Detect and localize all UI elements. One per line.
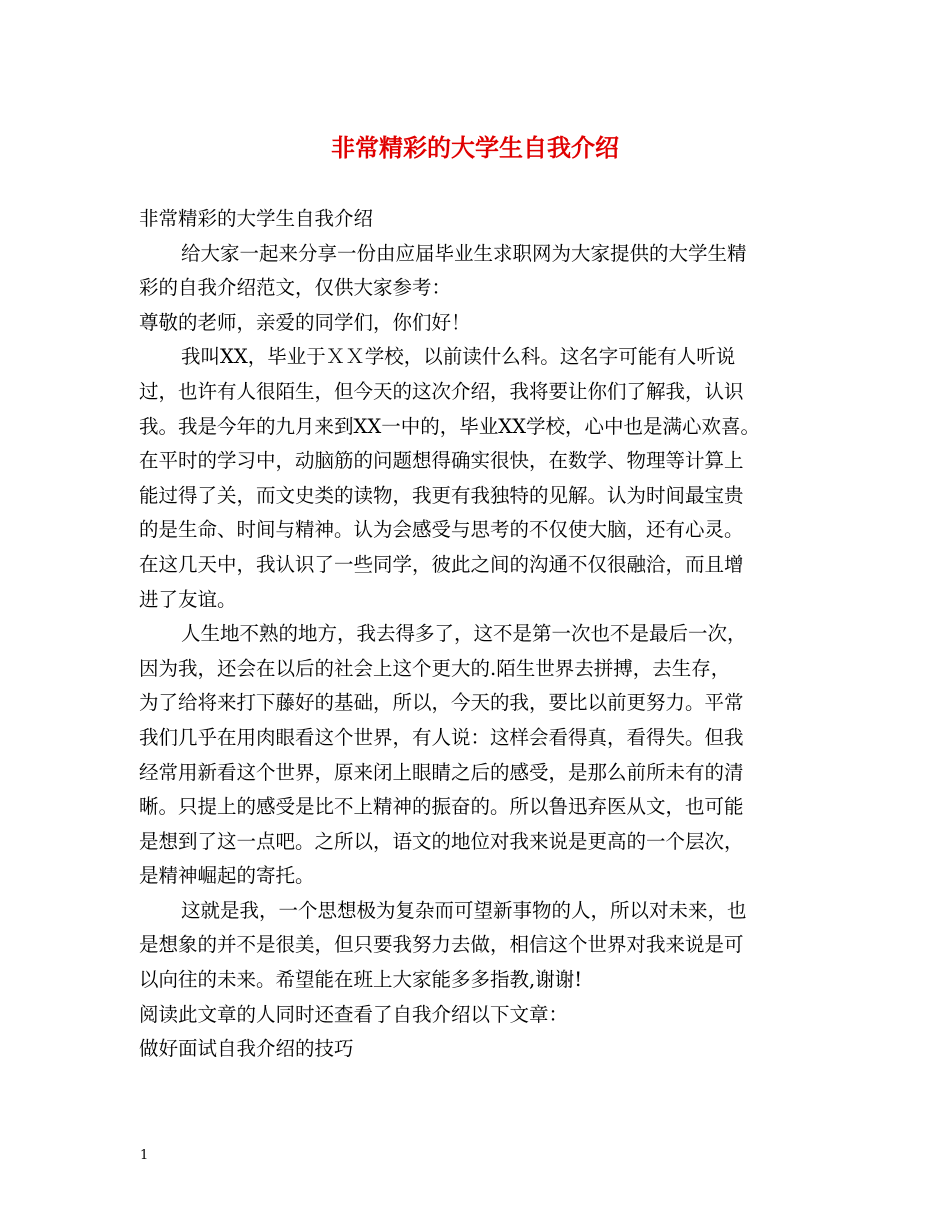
- text-line: 是精神崛起的寄托。: [139, 864, 315, 888]
- text-line: 这就是我，一个思想极为复杂而可望新事物的人，所以对未来，也: [181, 898, 747, 922]
- text-line: 我叫XX，毕业于ＸＸ学校，以前读什么科。这名字可能有人听说: [181, 345, 736, 369]
- text-line: 我们几乎在用肉眼看这个世界，有人说：这样会看得真，看得失。但我: [139, 725, 744, 749]
- text-line: 是想到了这一点吧。之所以，语文的地位对我来说是更高的一个层次，: [139, 829, 744, 853]
- text-line: 做好面试自我介绍的技巧: [139, 1037, 354, 1061]
- text-line: 晰。只提上的感受是比不上精神的振奋的。所以鲁迅弃医从文，也可能: [139, 795, 744, 819]
- text-line: 彩的自我介绍范文，仅供大家参考：: [139, 276, 452, 300]
- text-line: 进了友谊。: [139, 587, 237, 611]
- text-line: 给大家一起来分享一份由应届毕业生求职网为大家提供的大学生精: [181, 241, 747, 265]
- text-line: 为了给将来打下藤好的基础，所以，今天的我，要比以前更努力。平常: [139, 691, 744, 715]
- document-body: [139, 202, 829, 1067]
- text-line: 尊敬的老师，亲爱的同学们，你们好！: [139, 310, 471, 334]
- text-line: 在平时的学习中，动脑筋的问题想得确实很快，在数学、物理等计算上: [139, 449, 744, 473]
- text-line: 阅读此文章的人同时还查看了自我介绍以下文章：: [139, 1002, 569, 1026]
- page-number: 1: [140, 1148, 149, 1163]
- text-line: 经常用新看这个世界，原来闭上眼睛之后的感受，是那么前所未有的清: [139, 760, 744, 784]
- text-line: 我。我是今年的九月来到XX一中的，毕业XX学校，心中也是满心欢喜。: [139, 414, 761, 438]
- text-line: 因为我，还会在以后的社会上这个更大的.陌生世界去拼搏，去生存，: [139, 656, 731, 680]
- text-line: 非常精彩的大学生自我介绍: [139, 207, 374, 230]
- text-line: 的是生命、时间与精神。认为会感受与思考的不仅使大脑，还有心灵。: [139, 518, 744, 542]
- text-line: 能过得了关，而文史类的读物，我更有我独特的见解。认为时间最宝贵: [139, 483, 744, 507]
- text-line: 是想象的并不是很美，但只要我努力去做，相信这个世界对我来说是可: [139, 933, 744, 957]
- text-line: 过，也许有人很陌生，但今天的这次介绍，我将要让你们了解我，认识: [139, 379, 744, 403]
- text-line: 在这几天中，我认识了一些同学，彼此之间的沟通不仅很融洽，而且增: [139, 552, 744, 576]
- document-title: 非常精彩的大学生自我介绍: [331, 133, 619, 162]
- text-line: 以向往的未来。希望能在班上大家能多多指教,谢谢!: [139, 968, 583, 992]
- text-line: 人生地不熟的地方，我去得多了，这不是第一次也不是最后一次，: [181, 622, 747, 646]
